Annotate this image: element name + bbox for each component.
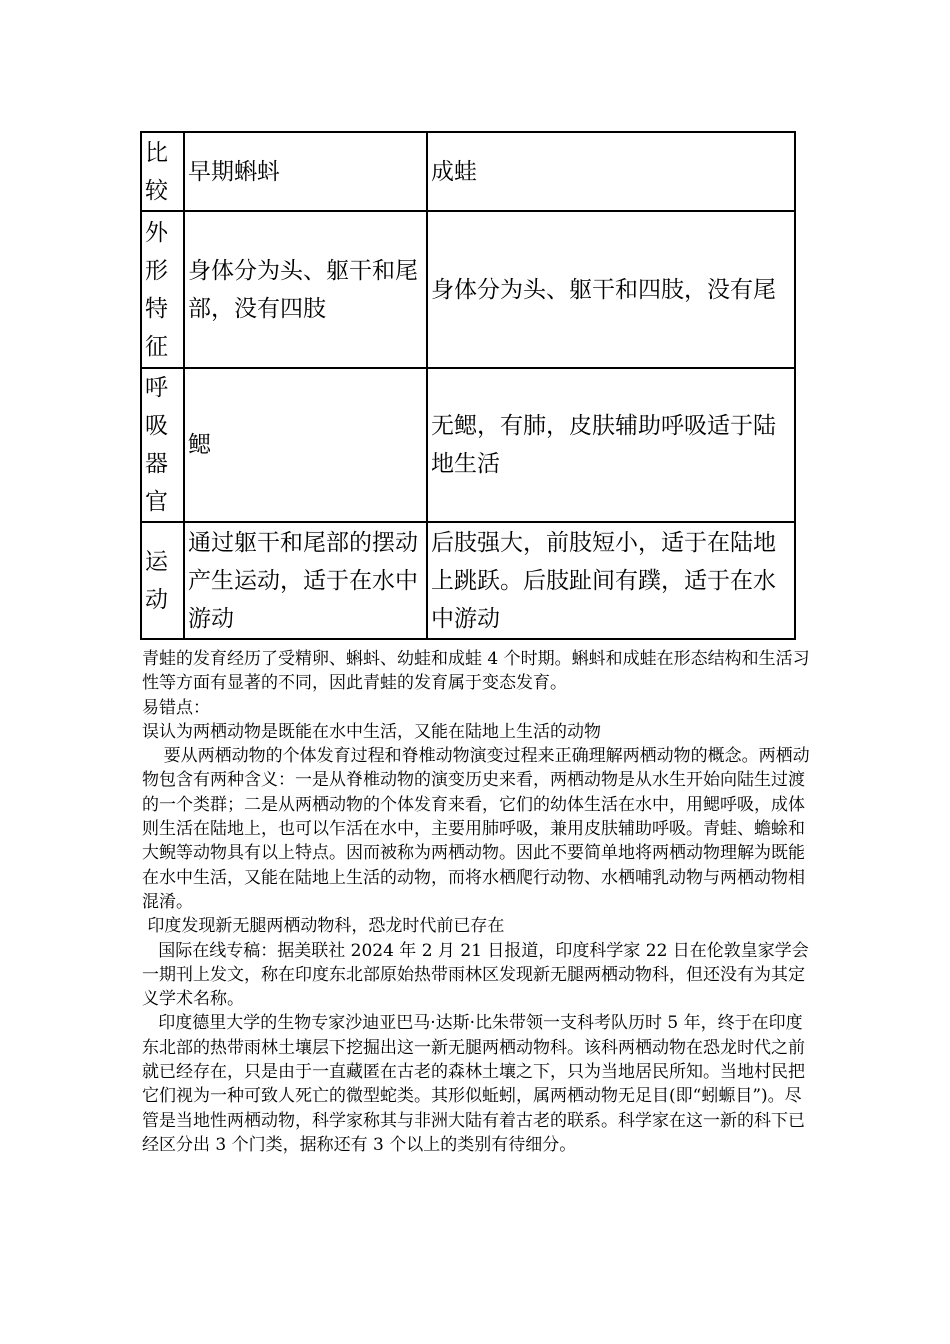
frog-cell: 后肢强大，前肢短小，适于在陆地上跳跃。后肢趾间有蹼，适于在水中游动 [427,522,795,639]
tadpole-cell: 鳃 [184,368,427,522]
row-label: 外形特征 [141,211,184,368]
table-row [141,368,795,522]
frog-cell: 无鳃，有肺，皮肤辅助呼吸适于陆地生活 [427,368,795,522]
misconception-title: 误认为两栖动物是既能在水中生活，又能在陆地上生活的动物 [142,721,601,742]
amphibian-concept-paragraph: 要从两栖动物的个体发育过程和脊椎动物演变过程来正确理解两栖动物的概念。两栖动物包含有两种含义：一是从脊椎动物的演变历史来看，两栖动物是从水生开始向陆生过渡的一个类群；二是从两栖动物的个体发育来看，它们的幼体生活在水中，用鳃呼吸，成体则生活在陆地上，也可以乍活在水中，主要用肺呼吸，兼用皮肤辅助呼吸。青蛙、蟾蜍和大鲵等动物具有以上特点。因而被称为两栖动物。因此不要简单地将两栖动物理解为既能在水中生活，又能在陆地上生活的动物，而将水栖爬行动物、水栖哺乳动物与两栖动物相混淆。 [142,746,810,912]
header-cell-frog: 成蛙 [427,132,795,211]
tadpole-cell: 通过躯干和尾部的摆动产生运动，适于在水中游动 [184,522,427,639]
header-cell-compare: 比较 [141,132,184,211]
table-row [141,211,795,368]
row-label: 运动 [141,522,184,639]
news-headline: 印度发现新无腿两栖动物科，恐龙时代前已存在 [142,916,505,937]
news-paragraph-1: 国际在线专稿：据美联社 2024 年 2 月 21 日报道，印度科学家 22 日在伦敦皇家学会一期刊上发文，称在印度东北部原始热带雨林区发现新无腿两栖动物科，但还没有为其定义学术名称。 [142,940,809,1010]
body-text [142,647,814,1157]
development-paragraph: 青蛙的发育经历了受精卵、蝌蚪、幼蛙和成蛙 4 个时期。蝌蚪和成蛙在形态结构和生活习性等方面有显著的不同，因此青蛙的发育属于变态发育。 [142,649,810,694]
frog-cell: 身体分为头、躯干和四肢，没有尾 [427,211,795,368]
table-header-row [141,132,795,211]
tadpole-cell: 身体分为头、躯干和尾部，没有四肢 [184,211,427,368]
row-label: 呼吸器官 [141,368,184,522]
news-paragraph-2: 印度德里大学的生物专家沙迪亚巴马·达斯·比朱带领一支科考队历时 5 年，终于在印度东北部的热带雨林土壤层下挖掘出这一新无腿两栖动物科。该科两栖动物在恐龙时代之前就已经存在，只是由于一直藏匿在古老的森林土壤之下，只为当地居民所知。当地村民把它们视为一种可致人死亡的微型蛇类。其形似蚯蚓，属两栖动物无足目(即“蚓螈目”)。尽管是当地性两栖动物，科学家称其与非洲大陆有着古老的联系。科学家在这一新的科下已经区分出 3 个门类，据称还有 3 个以上的类别有待细分。 [142,1013,805,1155]
header-cell-tadpole: 早期蝌蚪 [184,132,427,211]
comparison-table [140,131,796,640]
table-row [141,522,795,639]
error-point-heading: 易错点： [142,697,210,718]
